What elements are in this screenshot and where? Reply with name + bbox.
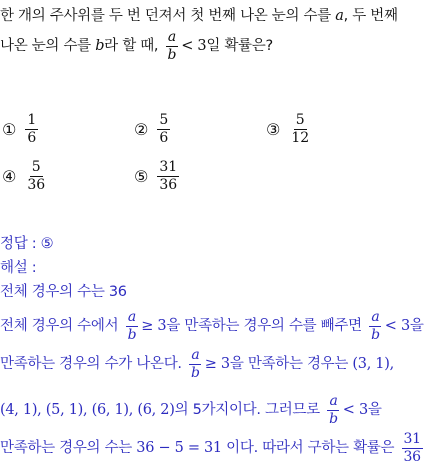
explanation-text: 을 bbox=[367, 402, 382, 419]
fraction-numerator: 5 bbox=[295, 112, 305, 128]
choice-fraction bbox=[25, 160, 47, 192]
explanation-text: 전체 경우의 수에서 bbox=[0, 318, 119, 335]
fraction-denominator: 6 bbox=[27, 129, 37, 146]
explanation-line-4 bbox=[0, 394, 382, 426]
explanation-text: 의 5가지이다. 그러므로 bbox=[174, 402, 320, 419]
math-relation: < 3 bbox=[342, 402, 368, 419]
explanation-line-3 bbox=[0, 348, 394, 380]
ratio-fraction bbox=[189, 348, 202, 380]
probability-fraction bbox=[402, 432, 423, 464]
choice-marker: ① bbox=[2, 119, 17, 139]
choice-marker: ④ bbox=[2, 166, 17, 186]
choice-5[interactable] bbox=[134, 160, 182, 192]
explanation-label: 해설 : bbox=[0, 260, 37, 276]
choice-3[interactable] bbox=[266, 113, 314, 145]
explanation-text: 을 만족하는 경우의 수를 빼주면 bbox=[166, 318, 362, 335]
explanation-text: 을 bbox=[409, 318, 424, 335]
math-relation: < 3 bbox=[384, 318, 410, 335]
fraction-denominator: 12 bbox=[291, 129, 310, 146]
explanation-line-1: 전체 경우의 수는 36 bbox=[0, 284, 127, 300]
calculation: 36 − 5 = 31 bbox=[136, 440, 222, 457]
ratio-fraction bbox=[126, 310, 139, 342]
fraction-numerator: a bbox=[371, 309, 380, 325]
explanation-text: 만족하는 경우의 수는 bbox=[0, 440, 132, 457]
answer-label: 정답 : ⑤ bbox=[0, 236, 54, 252]
question-line-1 bbox=[0, 4, 398, 25]
fraction-numerator: 31 bbox=[159, 159, 178, 175]
choice-4[interactable] bbox=[2, 160, 50, 192]
question-text: 한 개의 주사위를 두 번 던져서 첫 번째 나온 눈의 수를 bbox=[0, 8, 331, 24]
fraction-denominator: b bbox=[329, 410, 338, 427]
fraction-denominator: 36 bbox=[403, 448, 421, 465]
ratio-fraction bbox=[327, 394, 340, 426]
choice-1[interactable] bbox=[2, 113, 41, 145]
fraction-numerator: 31 bbox=[403, 431, 421, 447]
variable-b: b bbox=[95, 38, 105, 55]
math-relation: ≥ 3 bbox=[204, 356, 230, 373]
case-list: (4, 1), (5, 1), (6, 1), (6, 2) bbox=[0, 402, 175, 419]
condition-relation: < 3 bbox=[181, 38, 207, 55]
fraction-denominator: 36 bbox=[159, 176, 178, 193]
choice-2[interactable] bbox=[134, 113, 173, 145]
question-text: 나온 눈의 수를 bbox=[0, 38, 91, 55]
variable-a: a bbox=[335, 8, 344, 24]
explanation-text: 이다. 따라서 구하는 확률은 bbox=[226, 440, 395, 457]
fraction-numerator: 1 bbox=[27, 112, 37, 128]
choice-fraction bbox=[289, 113, 311, 145]
fraction-numerator: a bbox=[167, 29, 176, 45]
choice-marker: ③ bbox=[266, 119, 281, 139]
fraction-denominator: 6 bbox=[159, 129, 169, 146]
fraction-denominator: 36 bbox=[27, 176, 46, 193]
fraction-numerator: 5 bbox=[159, 112, 169, 128]
question-line-2 bbox=[0, 30, 273, 62]
fraction-numerator: a bbox=[191, 347, 200, 363]
explanation-text: 을 만족하는 경우는 bbox=[229, 356, 349, 373]
question-text: , 두 번째 bbox=[343, 8, 398, 24]
explanation-line-2 bbox=[0, 310, 424, 342]
fraction-denominator: b bbox=[167, 46, 177, 63]
fraction-denominator: b bbox=[371, 326, 380, 343]
math-relation: ≥ 3 bbox=[141, 318, 167, 335]
explanation-line-5 bbox=[0, 432, 426, 464]
question-text: 일 확률은? bbox=[206, 38, 273, 55]
choice-fraction bbox=[157, 113, 170, 145]
fraction-numerator: a bbox=[127, 309, 136, 325]
choice-marker: ② bbox=[134, 119, 149, 139]
choice-fraction bbox=[25, 113, 38, 145]
fraction-numerator: a bbox=[329, 393, 338, 409]
fraction-denominator: b bbox=[191, 364, 200, 381]
case-list: (3, 1), bbox=[352, 356, 394, 373]
condition-fraction bbox=[166, 30, 179, 62]
explanation-text: 만족하는 경우의 수가 나온다. bbox=[0, 356, 182, 373]
fraction-numerator: 5 bbox=[31, 159, 41, 175]
choice-fraction bbox=[157, 160, 179, 192]
ratio-fraction bbox=[369, 310, 382, 342]
choice-marker: ⑤ bbox=[134, 166, 149, 186]
fraction-denominator: b bbox=[127, 326, 137, 343]
question-text: 라 할 때, bbox=[104, 38, 159, 55]
